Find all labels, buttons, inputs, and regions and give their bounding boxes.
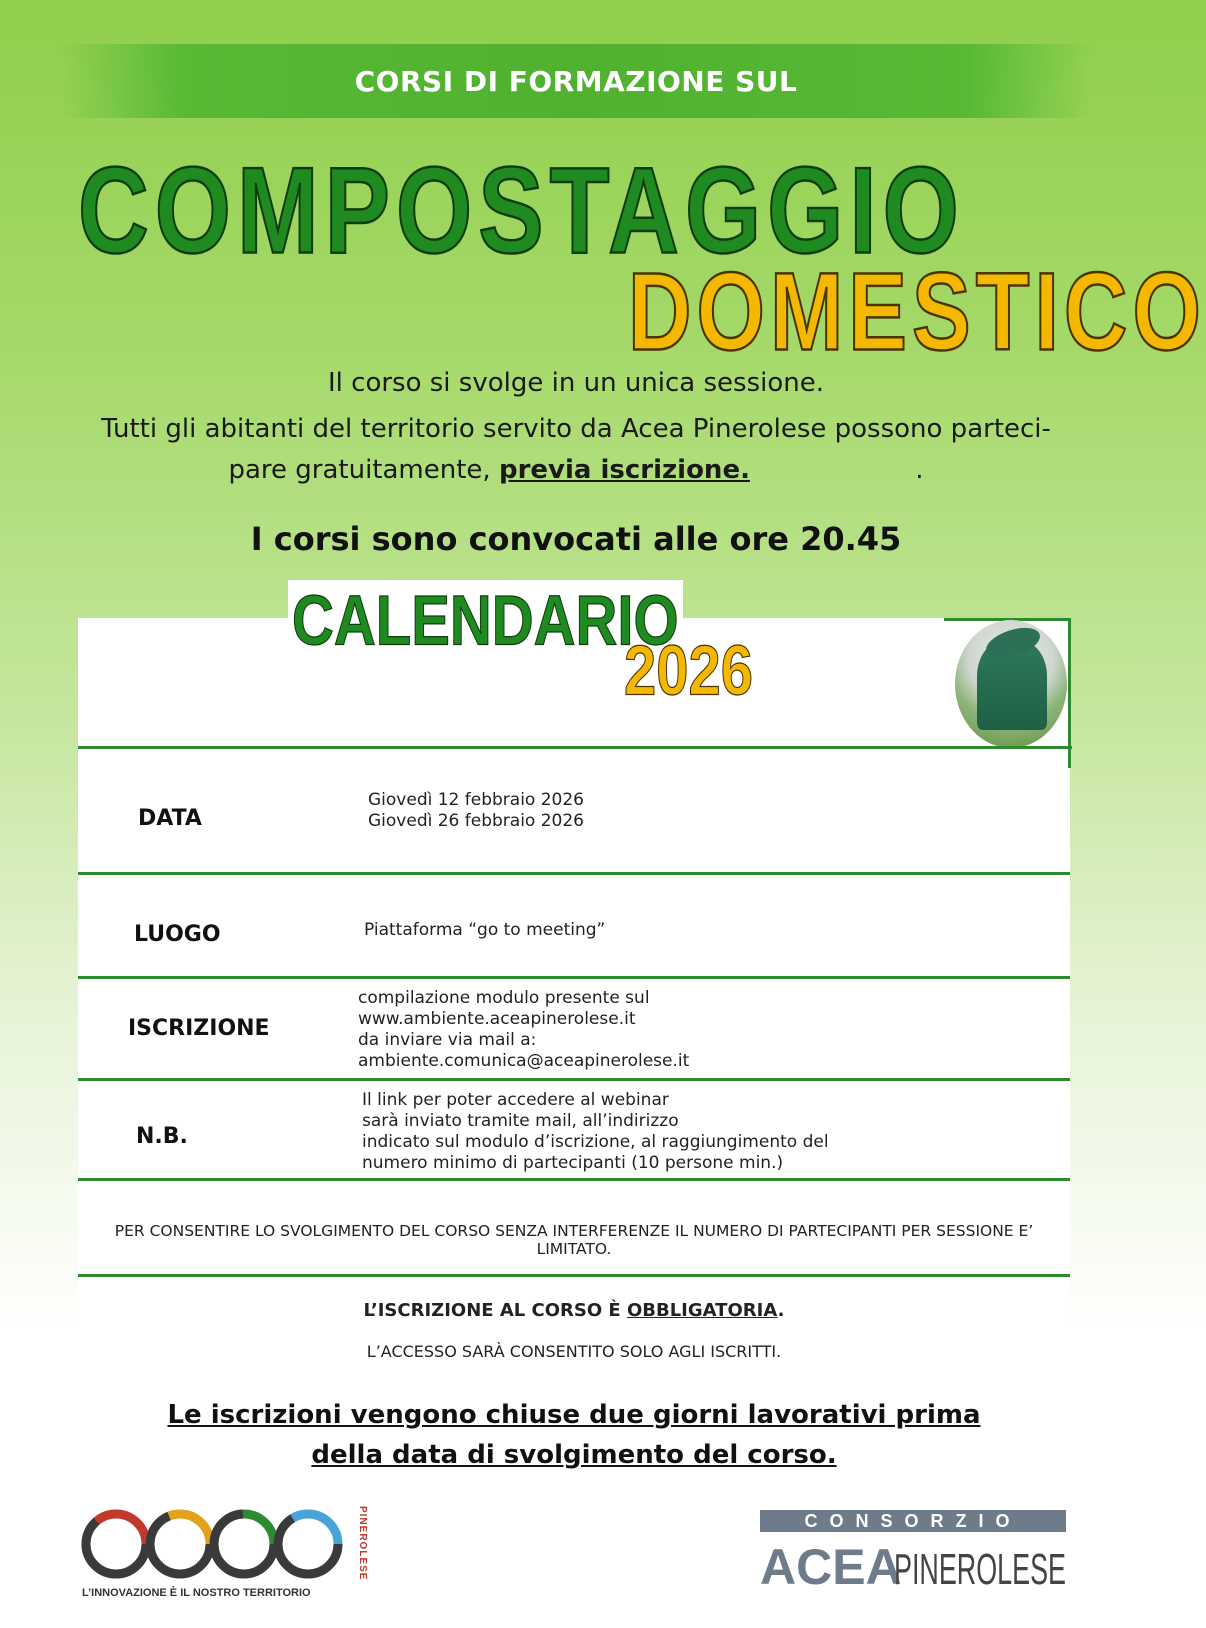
intro-line-2: Tutti gli abitanti del territorio servito da Acea Pinerolese possono parteci- [101,414,1051,444]
notice-required-suffix: . [777,1300,785,1321]
row-divider [78,1274,1070,1277]
acea-word: acea [218,1556,221,1557]
iscrizione-email-link[interactable]: ambiente.comunica@aceapinerolese.it [358,1051,690,1071]
row-divider [78,976,1070,979]
row-divider [78,1078,1070,1081]
notice-access: L’ACCESSO SARÀ CONSENTITO SOLO AGLI ISCRITTI. [366,1342,782,1361]
acea-logo [78,1502,378,1602]
date-1: Giovedì 12 febbraio 2026 [368,790,584,810]
row-value-luogo [364,920,605,941]
row-label-data: DATA [138,806,202,831]
nb-line-3: indicato sul modulo d’iscrizione, al raggiungimento del [362,1132,829,1152]
row-label-luogo: LUOGO [134,922,221,947]
calendar-header-divider [78,746,1072,749]
consorzio-acea-logo [760,1510,1070,1595]
row-value-iscrizione [358,988,689,1072]
header-banner [60,44,1092,118]
compost-bin-photo [955,620,1067,748]
title-compostaggio: COMPOSTAGGIO [78,141,965,279]
title-domestico: DOMESTICO [628,249,1206,373]
acea-vertical-text: PINEROLESE [357,1506,368,1581]
luogo-value: Piattaforma “go to meeting” [364,920,606,940]
intro-line-3 [80,455,1072,485]
consorzio-pinerolese-text: PINEROLESE [894,1545,1066,1594]
notice-required-prefix: L’ISCRIZIONE AL CORSO È [363,1300,627,1321]
calendar-title: CALENDARIO [288,580,683,662]
date-2: Giovedì 26 febbraio 2026 [368,811,584,831]
notice-limit: PER CONSENTIRE LO SVOLGIMENTO DEL CORSO SENZA INTERFERENZE IL NUMERO DI PARTECIPANTI PER SESSIONE E’ LIMITATO. [114,1222,1034,1258]
row-label-nb: N.B. [136,1124,188,1149]
notice-required [78,1300,1070,1321]
row-value-data [368,790,584,832]
acea-tagline: L’INNOVAZIONE È IL NOSTRO TERRITORIO [82,1587,311,1599]
consorzio-top-text: CONSORZIO [804,1511,1022,1531]
nb-line-4: numero minimo di partecipanti (10 persone min.) [362,1153,784,1173]
closing-line-1: Le iscrizioni vengono chiuse due giorni lavorativi prima [167,1400,981,1430]
row-value-nb [362,1090,829,1174]
convocati-heading: I corsi sono convocati alle ore 20.45 [250,520,902,558]
nb-line-2: sarà inviato tramite mail, all’indirizzo [362,1111,679,1131]
intro-line-1: Il corso si svolge in un unica sessione. [328,368,824,398]
previa-iscrizione-link[interactable]: previa iscrizione. [498,455,750,485]
iscrizione-website-link[interactable]: www.ambiente.aceapinerolese.it [358,1009,636,1029]
iscrizione-line-3: da inviare via mail a: [358,1030,537,1050]
row-label-iscrizione: ISCRIZIONE [128,1016,270,1041]
iscrizione-line-1: compilazione modulo presente sul [358,988,650,1008]
banner-text: CORSI DI FORMAZIONE SUL [354,64,798,98]
row-divider [78,1178,1070,1181]
consorzio-acea-text: ACEA [760,1539,902,1595]
intro-line-3-suffix: . [749,455,924,485]
closing-line-2: della data di svolgimento del corso. [311,1440,837,1470]
nb-line-1: Il link per poter accedere al webinar [362,1090,669,1110]
intro-line-3-prefix: pare gratuitamente, [228,455,499,485]
notice-required-word: OBBLIGATORIA [626,1300,778,1321]
calendar-year: 2026 [624,631,754,711]
row-divider [78,872,1070,875]
